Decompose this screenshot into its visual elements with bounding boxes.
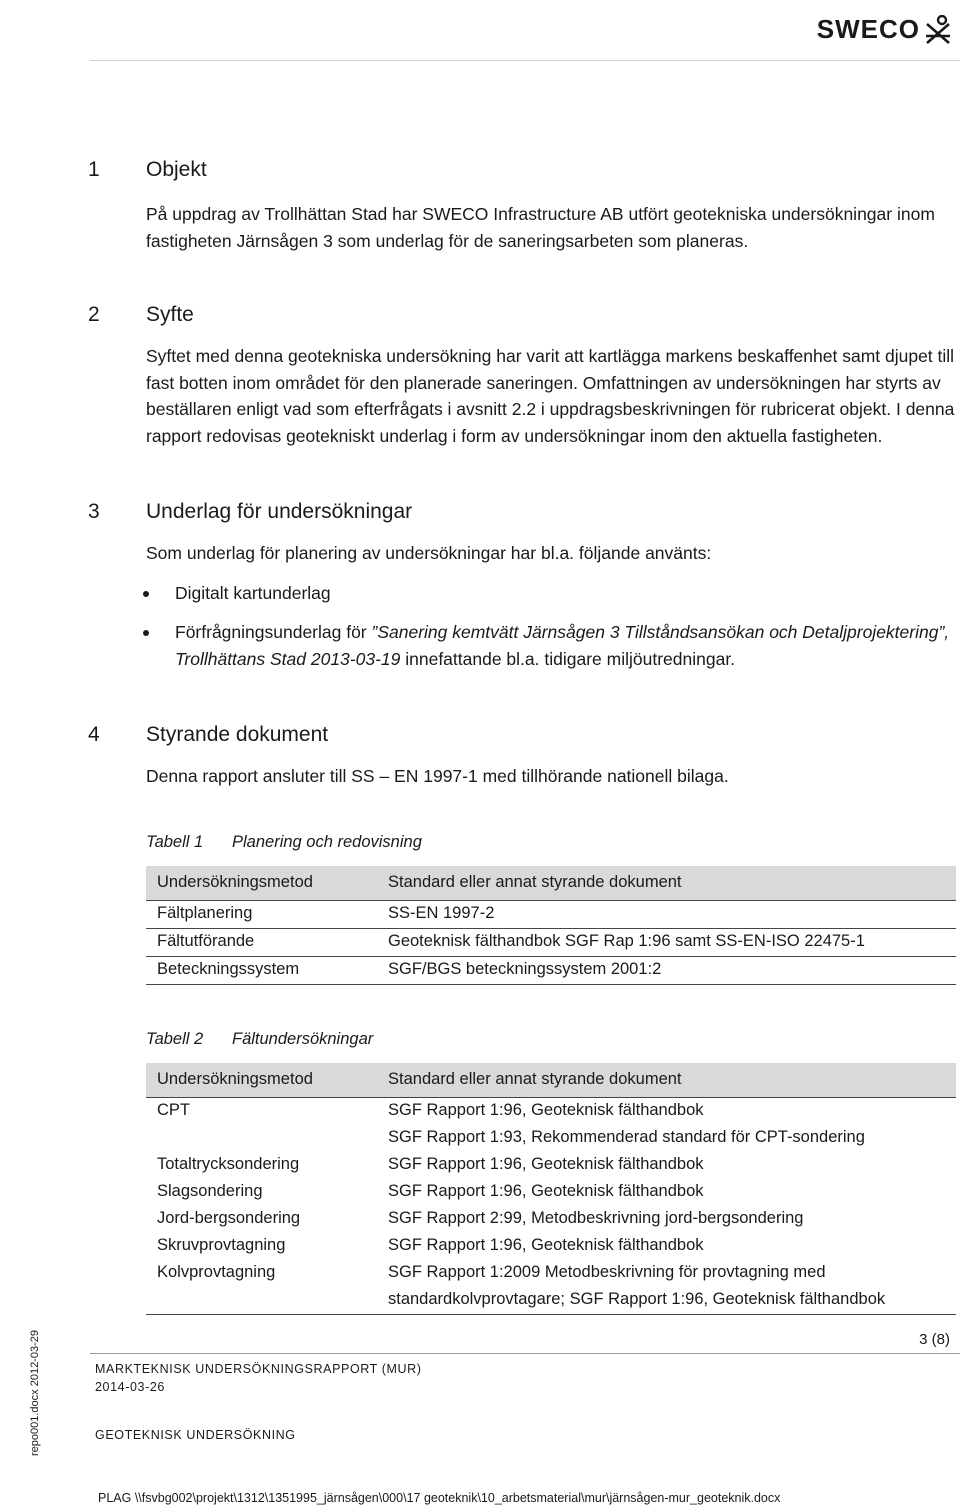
table-row: Fältutförande Geoteknisk fälthandbok SGF Rap 1:96 samt SS-EN-ISO 22475-1 <box>146 929 956 957</box>
report-subject: GEOTEKNISK UNDERSÖKNING <box>95 1428 296 1442</box>
list-item: Förfrågningsunderlag för ”Sanering kemtvätt Järnsågen 3 Tillståndsansökan och Detaljprojektering”, Trollhättans Stad 2013-03-19 innefattande bl.a. tidigare miljöutredningar. <box>146 619 958 672</box>
page-number: 3 (8) <box>919 1331 950 1348</box>
file-path: PLAG \\fsvbg002\projekt\1312\1351995_järnsågen\000\17 geoteknik\10_arbetsmaterial\mur\järnsågen-mur_geoteknik.docx <box>98 1491 781 1505</box>
table-row: Slagsondering SGF Rapport 1:96, Geoteknisk fälthandbok <box>157 1182 704 1200</box>
table-caption: Tabell 1 Planering och redovisning <box>146 833 422 851</box>
table-header: Undersökningsmetod Standard eller annat styrande dokument <box>146 1063 956 1098</box>
table-row: Jord-bergsondering SGF Rapport 2:99, Metodbeskrivning jord-bergsondering <box>157 1209 804 1227</box>
paragraph-objekt: På uppdrag av Trollhättan Stad har SWECO Infrastructure AB utfört geotekniska undersökningar inom fastigheten Järnsågen 3 som underlag för de saneringsarbeten som planeras. <box>146 204 935 251</box>
header-divider <box>90 60 960 61</box>
table-row: Totaltrycksondering SGF Rapport 1:96, Geoteknisk fälthandbok <box>157 1155 704 1173</box>
table-row: Skruvprovtagning SGF Rapport 1:96, Geoteknisk fälthandbok <box>157 1236 704 1254</box>
table-row: Fältplanering SS-EN 1997-2 <box>146 901 956 929</box>
list-item: Digitalt kartunderlag <box>146 580 958 607</box>
section-title: Objekt <box>146 158 207 181</box>
table-row: standardkolvprovtagare; SGF Rapport 1:96, Geoteknisk fälthandbok <box>146 1287 956 1315</box>
bullet-icon <box>143 630 149 636</box>
bullet-icon <box>143 591 149 597</box>
sweco-logo <box>817 14 952 45</box>
footer-divider <box>90 1353 960 1354</box>
table-row: SGF Rapport 1:93, Rekommenderad standard för CPT-sondering <box>388 1128 865 1146</box>
paragraph-styrande: Denna rapport ansluter till SS – EN 1997-1 med tillhörande nationell bilaga. <box>146 766 729 786</box>
sweco-figure-icon <box>924 15 952 45</box>
template-note: repo001.docx 2012-03-29 <box>29 1330 41 1456</box>
table-faltundersokningar <box>146 1063 956 1315</box>
table-row: CPT SGF Rapport 1:96, Geoteknisk fälthandbok <box>157 1101 704 1119</box>
logo-text: SWECO <box>816 14 920 44</box>
table-caption: Tabell 2 Fältundersökningar <box>146 1030 374 1048</box>
table-planering <box>146 866 956 985</box>
table-row: Beteckningssystem SGF/BGS beteckningssystem 2001:2 <box>146 957 956 985</box>
paragraph-syfte: Syftet med denna geotekniska undersökning har varit att kartlägga markens beskaffenhet samt djupet till fast botten inom området för den planerade saneringen. Omfattningen av undersökningen har styrts av beställaren enligt vad som efterfrågats i avsnitt 2.2 i uppdragsbeskrivningen för rubricerat objekt. I denna rapport redovisas geotekniskt underlag i form av undersökningar inom den aktuella fastigheten. <box>146 346 955 446</box>
section-title: Underlag för undersökningar <box>146 500 413 523</box>
section-title: Styrande dokument <box>146 723 329 746</box>
table-header: Undersökningsmetod Standard eller annat styrande dokument <box>146 866 956 901</box>
report-title: MARKTEKNISK UNDERSÖKNINGSRAPPORT (MUR) <box>95 1362 422 1376</box>
section-title: Syfte <box>146 303 194 326</box>
paragraph-underlag: Som underlag för planering av undersökningar har bl.a. följande använts: <box>146 543 712 563</box>
report-date: 2014-03-26 <box>95 1380 165 1394</box>
table-row: Kolvprovtagning SGF Rapport 1:2009 Metodbeskrivning för provtagning med <box>157 1263 826 1281</box>
